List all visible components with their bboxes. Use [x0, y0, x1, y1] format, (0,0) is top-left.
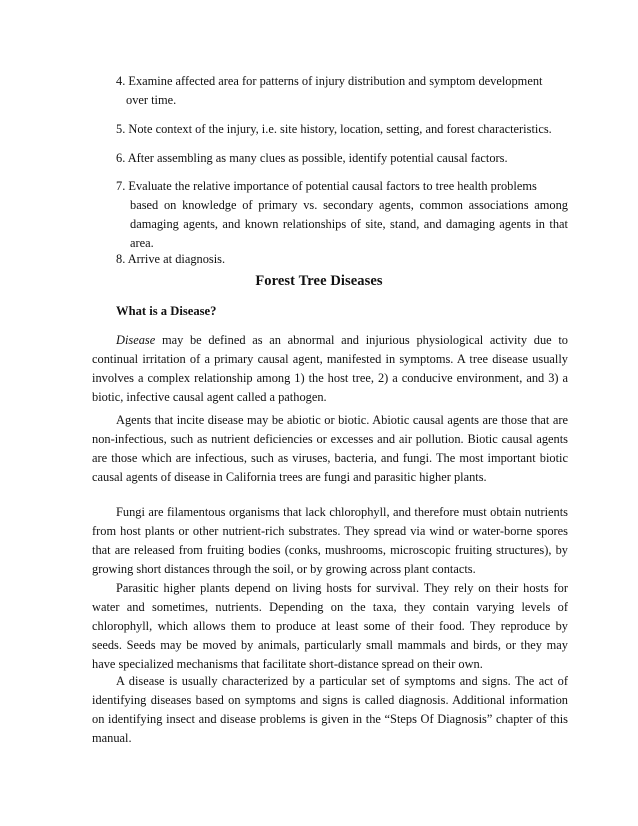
step-8-number: 8.: [116, 252, 126, 266]
disease-definition-text: may be defined as an abnormal and injurious physiological activity due to continual irritation of a primary causal agent, manifested in symptoms. A tree disease usually involves a complex relationship among 1) the host tree, 2) a conducive environment, and 3) a biotic, infective causal agent called a pathogen.: [92, 333, 568, 404]
step-6-text: After assembling as many clues as possible, identify potential causal factors.: [127, 151, 508, 165]
step-4: [116, 72, 568, 110]
section-title: Forest Tree Diseases: [255, 273, 383, 289]
paragraph-disease-definition: [92, 331, 568, 407]
step-8: [116, 250, 568, 269]
step-7: [116, 177, 568, 253]
step-4-text: Examine affected area for patterns of injury distribution and symptom development: [128, 74, 543, 88]
step-6-number: 6.: [116, 151, 126, 165]
section-subtitle: What is a Disease?: [116, 304, 217, 318]
paragraph-disease-agents: Agents that incite disease may be abiotic or biotic. Abiotic causal agents are those that are non-infectious, such as nutrient deficiencies or excesses and air pollution. Biotic causal agents are those which are infectious, such as viruses, bacteria, and fungi. The most important biotic causal agents of disease in California trees are fungi and parasitic higher plants.: [92, 413, 568, 484]
disease-term: Disease: [116, 333, 156, 347]
paragraph-diagnosis: A disease is usually characterized by a particular set of symptoms and signs. The act of identifying diseases based on symptoms and signs is called diagnosis. Additional information on identifying insect and disease problems is given in the “Steps Of Diagnosis” chapter of this manual.: [92, 674, 568, 745]
step-5-text: Note context of the injury, i.e. site history, location, setting, and forest characteristics.: [128, 122, 552, 136]
step-5: [116, 120, 568, 139]
paragraph-parasitic-plants: Parasitic higher plants depend on living hosts for survival. They rely on their hosts for water and sometimes, nutrients. Depending on the taxa, they contain varying levels of chlorophyll, which allows them to produce at least some of their food. They reproduce by seeds. Seeds may be moved by animals, particularly small mammals and birds, or they may have specialized mechanisms that facilitate short-distance spread on their own.: [92, 581, 568, 671]
step-5-number: 5.: [116, 122, 126, 136]
paragraph-fungi: Fungi are filamentous organisms that lack chlorophyll, and therefore must obtain nutrients from host plants or other nutrient-rich substrates. They spread via wind or water-borne spores that are released from fruiting bodies (conks, mushrooms, microscopic fruiting structures), by growing short distances through the soil, or by growing across plant contacts.: [92, 505, 568, 576]
step-7-text-continued: based on knowledge of primary vs. secondary agents, common associations among damaging agents, and known relationships of site, stand, and damaging agents in that area.: [130, 198, 568, 250]
step-7-number: 7.: [116, 179, 126, 193]
step-7-text: Evaluate the relative importance of potential causal factors to tree health problems: [128, 179, 537, 193]
step-8-text: Arrive at diagnosis.: [127, 252, 226, 266]
step-4-number: 4.: [116, 74, 126, 88]
step-4-text-continued: over time.: [126, 93, 177, 107]
step-6: [116, 149, 568, 168]
